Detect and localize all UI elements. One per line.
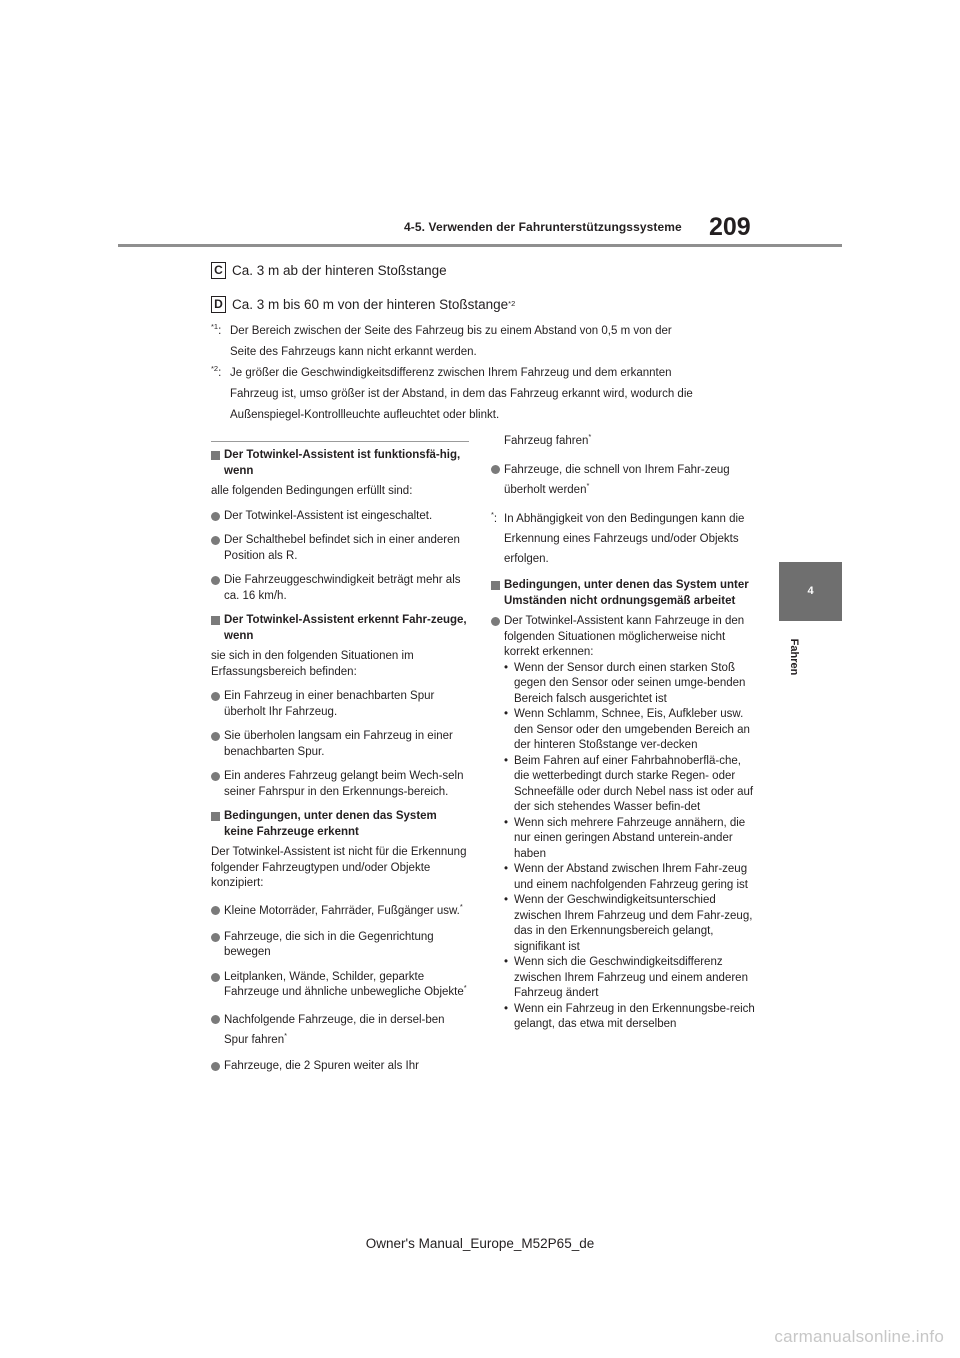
list-item: Kleine Motorräder, Fahrräder, Fußgänger usw.* (211, 901, 469, 921)
footnote-2-mark: *2 (211, 364, 219, 374)
circle-bullet-icon (211, 1062, 220, 1071)
legend-key-c: C (211, 262, 226, 279)
right-column (491, 431, 757, 1033)
column-rule (211, 441, 469, 442)
footnote-1-line-2: Seite des Fahrzeugs kann nicht erkannt werden. (230, 346, 477, 358)
list-item: Leitplanken, Wände, Schilder, geparkte Fahrzeuge und ähnliche unbewegliche Objekte* (211, 970, 469, 1001)
sub-list-item: • Wenn der Sensor durch einen starken Stoß gegen den Sensor oder seinen umge-benden Bereich falsch ausgerichtet ist (504, 661, 746, 705)
footnote-1-line-1: Der Bereich zwischen der Seite des Fahrzeug bis zu einem Abstand von 0,5 m von der (230, 325, 672, 337)
sub-list-item: • Wenn der Abstand zwischen Ihrem Fahr-zeug und einem nachfolgenden Fahrzeug gering ist (504, 863, 748, 891)
footnote-2-line-2: Fahrzeug ist, umso größer ist der Abstand, in dem das Fahrzeug erkannt wird, wodurch die (230, 388, 693, 400)
header-rule (118, 244, 842, 247)
sub-list-item: • Wenn Schlamm, Schnee, Eis, Aufkleber usw. den Sensor oder den umgebenden Bereich an der hinteren Stoßstange ver-decken (504, 708, 750, 751)
legend-key-d: D (211, 296, 226, 313)
section-heading: Der Totwinkel-Assistent erkennt Fahr-zeuge, wenn (211, 613, 469, 644)
legend-item-c (211, 259, 447, 281)
list-item: Fahrzeuge, die schnell von Ihrem Fahr-zeug überholt werden* (491, 460, 757, 500)
list-item-continued: Fahrzeug fahren* (504, 432, 592, 447)
left-column (211, 441, 469, 1083)
square-bullet-icon (211, 616, 220, 625)
sub-list-item: • Wenn ein Fahrzeug in den Erkennungsbe-reich gelangt, das etwa mit derselben (504, 1002, 755, 1030)
footnote-2-line-1: Je größer die Geschwindigkeitsdifferenz zwischen Ihrem Fahrzeug und dem erkannten (230, 367, 672, 379)
circle-bullet-icon (491, 465, 500, 474)
section-heading: Der Totwinkel-Assistent ist funktionsfä-hig, wenn (211, 448, 469, 479)
square-bullet-icon (211, 451, 220, 460)
circle-bullet-icon (211, 772, 220, 781)
footnote-2-line-3: Außenspiegel-Kontrollleuchte aufleuchtet oder blinkt. (230, 409, 500, 421)
list-item: Fahrzeuge, die 2 Spuren weiter als Ihr (211, 1059, 469, 1075)
legend-text-c: Ca. 3 m ab der hinteren Stoßstange (232, 262, 447, 278)
section-title: 4-5. Verwenden der Fahrunterstützungssysteme (404, 220, 682, 234)
sub-list-item: • Wenn sich mehrere Fahrzeuge annähern, die nur einen geringen Abstand unterein-ander haben (504, 816, 746, 860)
legend-item-d: D Ca. 3 m bis 60 m von der hinteren Stoßstange *2 (211, 293, 515, 315)
chapter-label-text: Fahren (788, 638, 800, 676)
circle-bullet-icon (211, 732, 220, 741)
page-number: 209 (709, 213, 751, 241)
circle-bullet-icon (211, 512, 220, 521)
circle-bullet-icon (211, 973, 220, 982)
list-item: Ein anderes Fahrzeug gelangt beim Wech-seln seiner Fahrspur in den Erkennungs-bereich. (211, 769, 469, 800)
footnote-2: $^{*2}$: Je größer die Geschwindigkeitsdifferenz zwischen Ihrem Fahrzeug und dem erkannten Fahrzeug ist, umso größer ist der Abstand, in dem das Fahrzeug erkannt wird, wodurch die Außenspiegel-Kontrollleuchte aufleuchtet oder blinkt. (211, 363, 771, 426)
section-intro: alle folgenden Bedingungen erfüllt sind: (211, 485, 413, 497)
footnote-1-mark: *1 (211, 322, 219, 332)
section-intro: Der Totwinkel-Assistent ist nicht für die Erkennung folgender Fahrzeugtypen und/oder Objekte konzipiert: (211, 846, 467, 889)
list-item: Ein Fahrzeug in einer benachbarten Spur überholt Ihr Fahrzeug. (211, 689, 469, 720)
list-item: Sie überholen langsam ein Fahrzeug in einer benachbarten Spur. (211, 729, 469, 760)
circle-bullet-icon (211, 536, 220, 545)
circle-bullet-icon (211, 1015, 220, 1024)
sub-list-item: • Beim Fahren auf einer Fahrbahnoberflä-che, die wetterbedingt durch starke Regen- oder Schneefälle oder durch Nebel nass ist oder auf der sich stehendes Wasser befin-det (504, 754, 754, 813)
footer-text: Owner's Manual_Europe_M52P65_de (365, 1236, 595, 1251)
circle-bullet-icon (211, 576, 220, 585)
section-heading: Bedingungen, unter denen das System keine Fahrzeuge erkennt (211, 809, 469, 840)
chapter-label (784, 632, 804, 682)
watermark: carmanualsonline.info (774, 1327, 944, 1346)
list-item: Die Fahrzeuggeschwindigkeit beträgt mehr als ca. 16 km/h. (211, 573, 469, 604)
circle-bullet-icon (211, 906, 220, 915)
list-item: Der Totwinkel-Assistent ist eingeschaltet. (211, 509, 469, 525)
section-intro: sie sich in den folgenden Situationen im Erfassungsbereich befinden: (211, 650, 414, 678)
legend-text-d: Ca. 3 m bis 60 m von der hinteren Stoßstange (232, 296, 509, 312)
square-bullet-icon (491, 581, 500, 590)
star-footnote: *: In Abhängigkeit von den Bedingungen kann die Erkennung eines Fahrzeugs und/oder Objekts erfolgen. (491, 510, 745, 565)
sub-list-item: • Wenn sich die Geschwindigkeitsdifferenz zwischen Ihrem Fahrzeug und einem anderen Fahrzeug ändert (504, 956, 748, 999)
circle-bullet-icon (211, 933, 220, 942)
section-heading: Bedingungen, unter denen das System unter Umständen nicht ordnungsgemäß arbeitet (491, 578, 757, 609)
footnote-1: $^{*1}$: Der Bereich zwischen der Seite des Fahrzeug bis zu einem Abstand von 0,5 m von der Seite des Fahrzeugs kann nicht erkannt werden. (211, 321, 771, 363)
list-item: Der Totwinkel-Assistent kann Fahrzeuge in den folgenden Situationen möglicherweise nicht korrekt erkennen: (491, 614, 757, 661)
sub-list-item: • Wenn der Geschwindigkeitsunterschied zwischen Ihrem Fahrzeug und dem Fahr-zeug, das in den Erkennungsbereich gelangt, signifikant ist (504, 894, 753, 953)
list-item: Fahrzeuge, die sich in die Gegenrichtung bewegen (211, 930, 469, 961)
list-item: Der Schalthebel befindet sich in einer anderen Position als R. (211, 533, 469, 564)
circle-bullet-icon (211, 692, 220, 701)
circle-bullet-icon (491, 617, 500, 626)
chapter-number: 4 (807, 585, 814, 597)
list-item: Nachfolgende Fahrzeuge, die in dersel-ben Spur fahren* (211, 1010, 469, 1050)
square-bullet-icon (211, 812, 220, 821)
